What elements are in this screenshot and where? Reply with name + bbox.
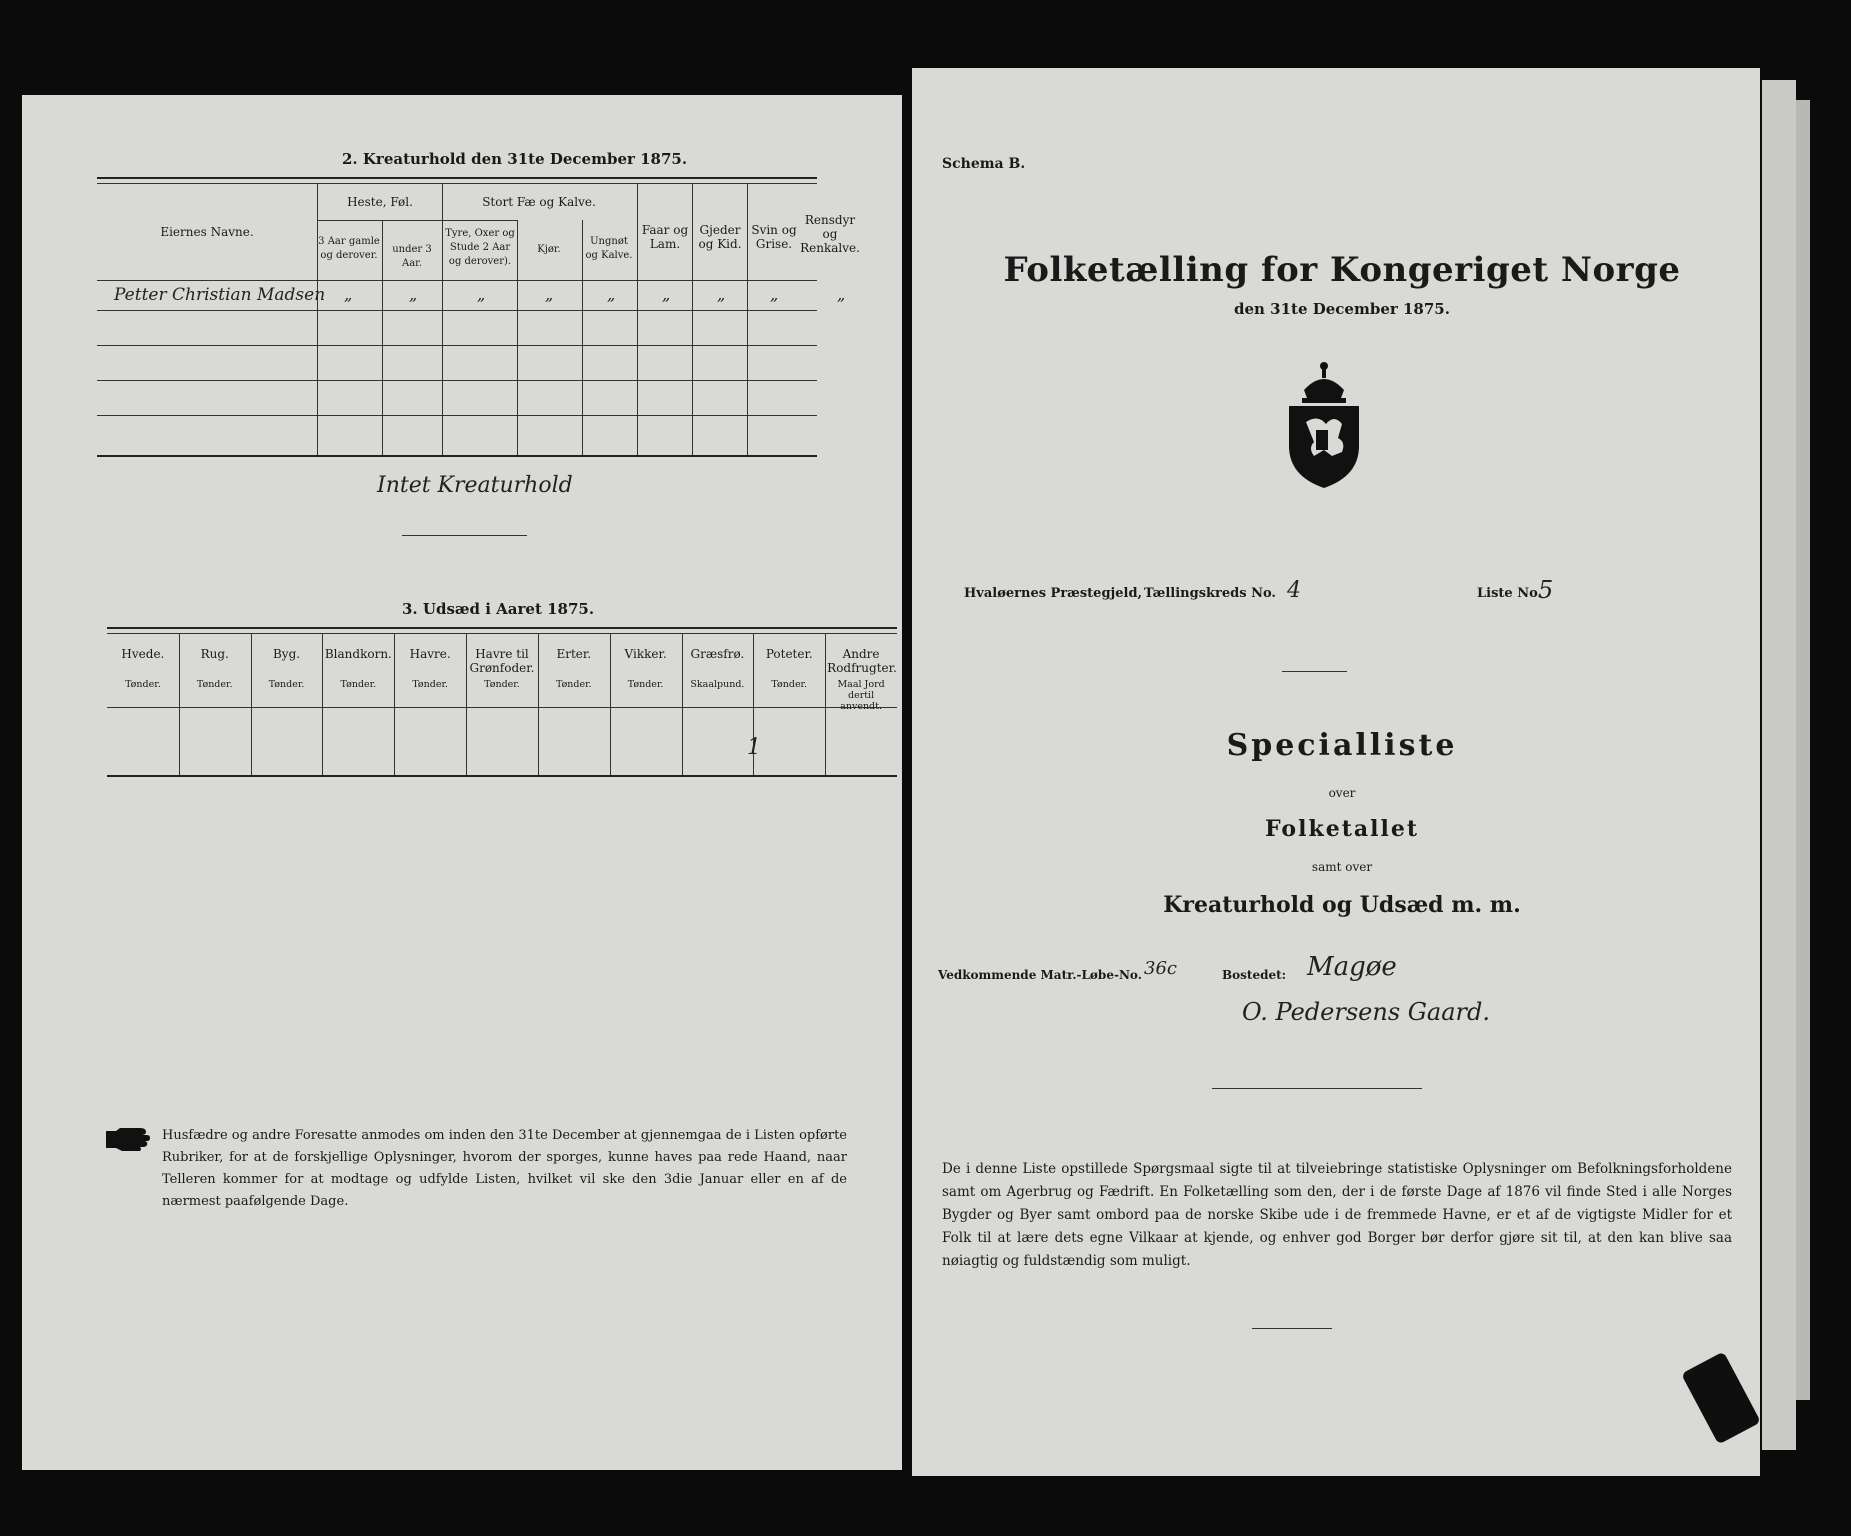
district-label: Tællingskreds No. — [1144, 586, 1276, 601]
seed-col-header: Græsfrø. — [690, 647, 745, 661]
entry-mark: „ — [837, 285, 846, 304]
bosted-label: Bostedet: — [1222, 968, 1287, 982]
seed-col-unit: Tønder. — [412, 679, 448, 690]
potato-value: 1 — [747, 735, 761, 760]
seed-col-unit: Tønder. — [268, 679, 305, 690]
bosted-value: Magøe — [1307, 952, 1397, 982]
col-cattle-cow-header: Kjør. — [537, 244, 561, 255]
handwritten-note: Intet Kreaturhold — [377, 473, 573, 498]
underlying-sheet-edge — [1796, 100, 1810, 1400]
right-page — [912, 68, 1760, 1476]
col-sheep-header: Faar og Lam. — [641, 223, 689, 251]
seed-col-header: Poteter. — [765, 647, 813, 661]
underlying-sheet — [1762, 80, 1796, 1450]
left-page — [22, 95, 902, 1470]
col-horse-header: Heste, Føl. — [347, 195, 413, 209]
col-goat-header: Gjeder og Kid. — [698, 223, 742, 251]
over-label: over — [1328, 786, 1356, 800]
seed-col-unit: Tønder. — [627, 679, 664, 690]
samt-over-label: samt over — [1311, 860, 1373, 874]
entry-mark: „ — [344, 285, 353, 304]
col-pig-header: Svin og Grise. — [751, 223, 797, 251]
section3-title: 3. Udsæd i Aaret 1875. — [402, 600, 595, 618]
kreaturhold-label: Kreaturhold og Udsæd m. m. — [1163, 892, 1521, 918]
col-cattle-young-header: Ungnøt og Kalve. — [585, 236, 633, 261]
coat-of-arms-emblem — [1274, 360, 1374, 490]
folketallet-label: Folketallet — [1265, 816, 1419, 842]
date-line: den 31te December 1875. — [1234, 300, 1450, 318]
explanatory-paragraph: De i denne Liste opstillede Spørgsmaal sigte til at tilveiebringe statistiske Oplysninger om Befolkningsforholdene samt om Agerbrug og Fædrift. En Folketælling som den, der i de første Dage af 1876 vil finde Sted i alle Norges Bygder og Byer samt ombord paa de norske Skibe ude i de fremmede Havne, er et af de vigtigste Midler for et Folk til at lære dets egne Vilkaar at kjende, og enhver god Borger bør derfor gjøre sit til, at den kan blive saa nøiagtig og fuldstændig som muligt. — [942, 1161, 1732, 1269]
seed-col-unit: Maal Jord dertil anvendt. — [837, 679, 885, 712]
seed-col-unit: Tønder. — [484, 679, 520, 690]
seed-col-header: Andre Rodfrugter. — [827, 647, 897, 675]
entry-mark: „ — [477, 285, 486, 304]
entry-mark: „ — [770, 285, 779, 304]
binder-clip — [1681, 1351, 1761, 1444]
entry-mark: „ — [662, 285, 671, 304]
seed-col-header: Havre. — [409, 647, 451, 661]
col-horse-young-header: under 3 Aar. — [392, 244, 432, 269]
seed-col-header: Havre til Grønfoder. — [469, 647, 535, 675]
entry-mark: „ — [409, 285, 418, 304]
list-label: Liste No. — [1477, 586, 1543, 601]
seed-col-header: Byg. — [272, 647, 301, 661]
entry-mark: „ — [717, 285, 726, 304]
seed-col-unit: Tønder. — [340, 679, 377, 690]
seed-col-unit: Tønder. — [125, 679, 161, 690]
special-title: Specialliste — [1226, 728, 1458, 763]
seed-col-header: Vikker. — [624, 647, 667, 661]
entry-mark: „ — [545, 285, 554, 304]
section2-title: 2. Kreaturhold den 31te December 1875. — [342, 150, 688, 168]
seed-col-header: Blandkorn. — [324, 647, 392, 661]
seed-col-unit: Tønder. — [771, 679, 808, 690]
seed-col-header: Rug. — [200, 647, 229, 661]
matr-label: Vedkommende Matr.-Løbe-No. — [938, 968, 1142, 982]
seed-col-header: Hvede. — [121, 647, 165, 661]
col-cattle-header: Stort Fæ og Kalve. — [482, 195, 596, 209]
schema-label: Schema B. — [942, 156, 1026, 172]
seed-col-unit: Skaalpund. — [690, 679, 745, 690]
footnote-text: Husfædre og andre Foresatte anmodes om inden den 31te December at gjennemgaa de i Listen opførte Rubriker, for at de forskjellige Oplysninger, hvorom der sporges, kunne haves paa rede Haand, naar Telleren kommer for at modtage og udfylde Listen, hvilket vil ske den 3die Januar eller en af de nærmest paafølgende Dage. — [162, 1128, 847, 1209]
matr-value: 36c — [1144, 958, 1177, 979]
seed-col-unit: Tønder. — [555, 679, 592, 690]
list-value: 5 — [1538, 576, 1554, 604]
entry-mark: „ — [607, 285, 616, 304]
col-reindeer-header: Rensdyr og Renkalve. — [800, 213, 860, 255]
col-cattle-bull-header: Tyre, Oxer og Stude 2 Aar og derover). — [445, 228, 515, 267]
pointing-hand-icon — [104, 1125, 154, 1151]
seed-col-unit: Tønder. — [196, 679, 233, 690]
owner-name-entry: Petter Christian Madsen — [114, 285, 326, 305]
seed-col-header: Erter. — [556, 647, 592, 661]
bosted-value-2: O. Pedersens Gaard. — [1242, 998, 1491, 1026]
col-horse-old-header: 3 Aar gamle og derover. — [318, 236, 380, 261]
main-title: Folketælling for Kongeriget Norge — [1003, 250, 1681, 290]
col-owner-header: Eiernes Navne. — [160, 225, 254, 239]
district-value: 4 — [1287, 578, 1301, 603]
parish-label: Hvaløernes Præstegjeld, — [964, 586, 1143, 601]
